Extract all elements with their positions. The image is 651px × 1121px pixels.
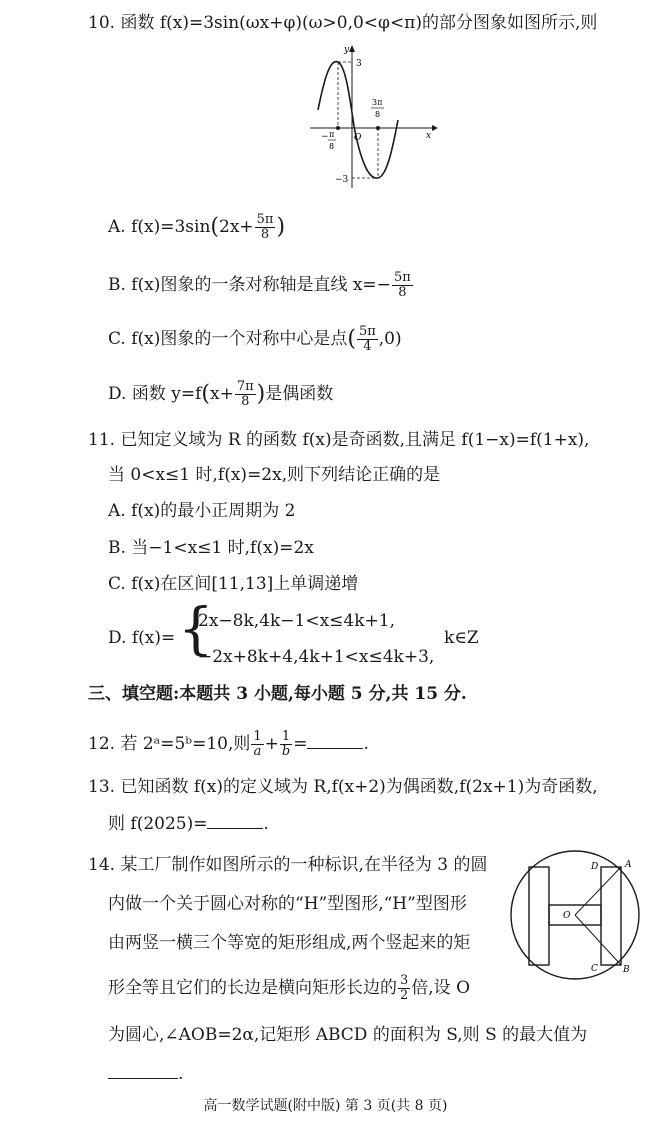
graph-xleft-num: π — [329, 130, 335, 139]
q13-line1: 13. 已知函数 f(x)的定义域为 R,f(x+2)为偶函数,f(2x+1)为奇函数, — [88, 777, 598, 797]
q11-option-c: C. f(x)在区间[11,13]上单调递增 — [108, 574, 359, 594]
fig-label-a: A — [625, 860, 632, 870]
q11-option-d-case2: −2x+8k+4,4k+1<x≤4k+3, — [198, 647, 435, 667]
q11-option-a: A. f(x)的最小正周期为 2 — [108, 501, 296, 521]
piecewise-brace: { — [178, 597, 214, 662]
q11-option-d-k: k∈Z — [444, 628, 479, 648]
fig-label-o: O — [563, 911, 571, 921]
fig-label-b: B — [623, 965, 630, 975]
q10-option-c: C. f(x)图象的一个对称中心是点( $\frac{5\pi}{4}$ ,0) — [108, 324, 402, 354]
q14-line3: 由两竖一横三个等宽的矩形组成,两个竖起来的矩 — [108, 933, 471, 953]
q11-line2: 当 0<x≤1 时,f(x)=2x,则下列结论正确的是 — [108, 465, 441, 485]
q14-line5: 为圆心,∠AOB=2α,记矩形 ABCD 的面积为 S,则 S 的最大值为 — [108, 1025, 588, 1045]
q10-option-d: D. 函数 y=f(x+ $\frac{7\pi}{8}$ )是偶函数 — [108, 379, 334, 409]
q11-line1: 11. 已知定义域为 R 的函数 f(x)是奇函数,且满足 f(1−x)=f(1+x), — [88, 430, 590, 450]
q12: 12. 若 2ᵃ=5ᵇ=10,则 $\frac{1}{a}$ + $\frac{1}{b}$ = . — [88, 729, 369, 759]
q14-line2: 内做一个关于圆心对称的“H”型图形,“H”型图形 — [108, 894, 467, 914]
graph-x-label: x — [426, 131, 432, 141]
section-fill-in-heading: 三、填空题:本题共 3 小题,每小题 5 分,共 15 分. — [88, 684, 467, 704]
graph-xright-num: 3π — [372, 98, 383, 107]
graph-ymax-label: 3 — [356, 59, 362, 69]
q13-answer-blank — [207, 812, 263, 829]
page-footer: 高一数学试题(附中版) 第 3 页(共 8 页) — [203, 1098, 448, 1114]
q14-line6: . — [108, 1062, 183, 1085]
graph-y-label: y — [344, 45, 350, 55]
q10-sine-graph — [300, 40, 440, 190]
q10-option-a: A. f(x)=3sin(2x+ $\frac{5\pi}{8}$ ) — [108, 212, 286, 242]
q10-stem: 10. 函数 f(x)=3sin(ωx+φ)(ω>0,0<φ<π)的部分图象如图所示,则 — [88, 13, 598, 33]
q14-h-figure — [505, 845, 645, 985]
q10-option-b: B. f(x)图象的一条对称轴是直线 x=− $\frac{5\pi}{8}$ — [108, 270, 411, 300]
q11-option-b: B. 当−1<x≤1 时,f(x)=2x — [108, 538, 314, 558]
q14-answer-blank — [108, 1062, 178, 1079]
fig-label-d: D — [591, 862, 599, 872]
graph-xleft-den: 8 — [329, 142, 335, 151]
q13-line2: 则 f(2025)= . — [108, 814, 269, 834]
graph-origin-label: O — [354, 133, 362, 143]
q14-line4: 形全等且它们的长边是横向矩形长边的 $\frac{3}{2}$ 倍,设 O — [108, 973, 471, 1003]
fig-label-c: C — [591, 964, 598, 974]
q14-line1: 14. 某工厂制作如图所示的一种标识,在半径为 3 的圆 — [88, 855, 488, 875]
q12-answer-blank — [307, 732, 363, 749]
graph-ymin-label: −3 — [335, 175, 349, 185]
q11-option-d-case1: 2x−8k,4k−1<x≤4k+1, — [198, 611, 396, 631]
q11-option-d-label: D. f(x)= — [108, 628, 176, 648]
graph-xright-den: 8 — [375, 110, 381, 119]
graph-xleft-prefix: − — [321, 132, 329, 142]
